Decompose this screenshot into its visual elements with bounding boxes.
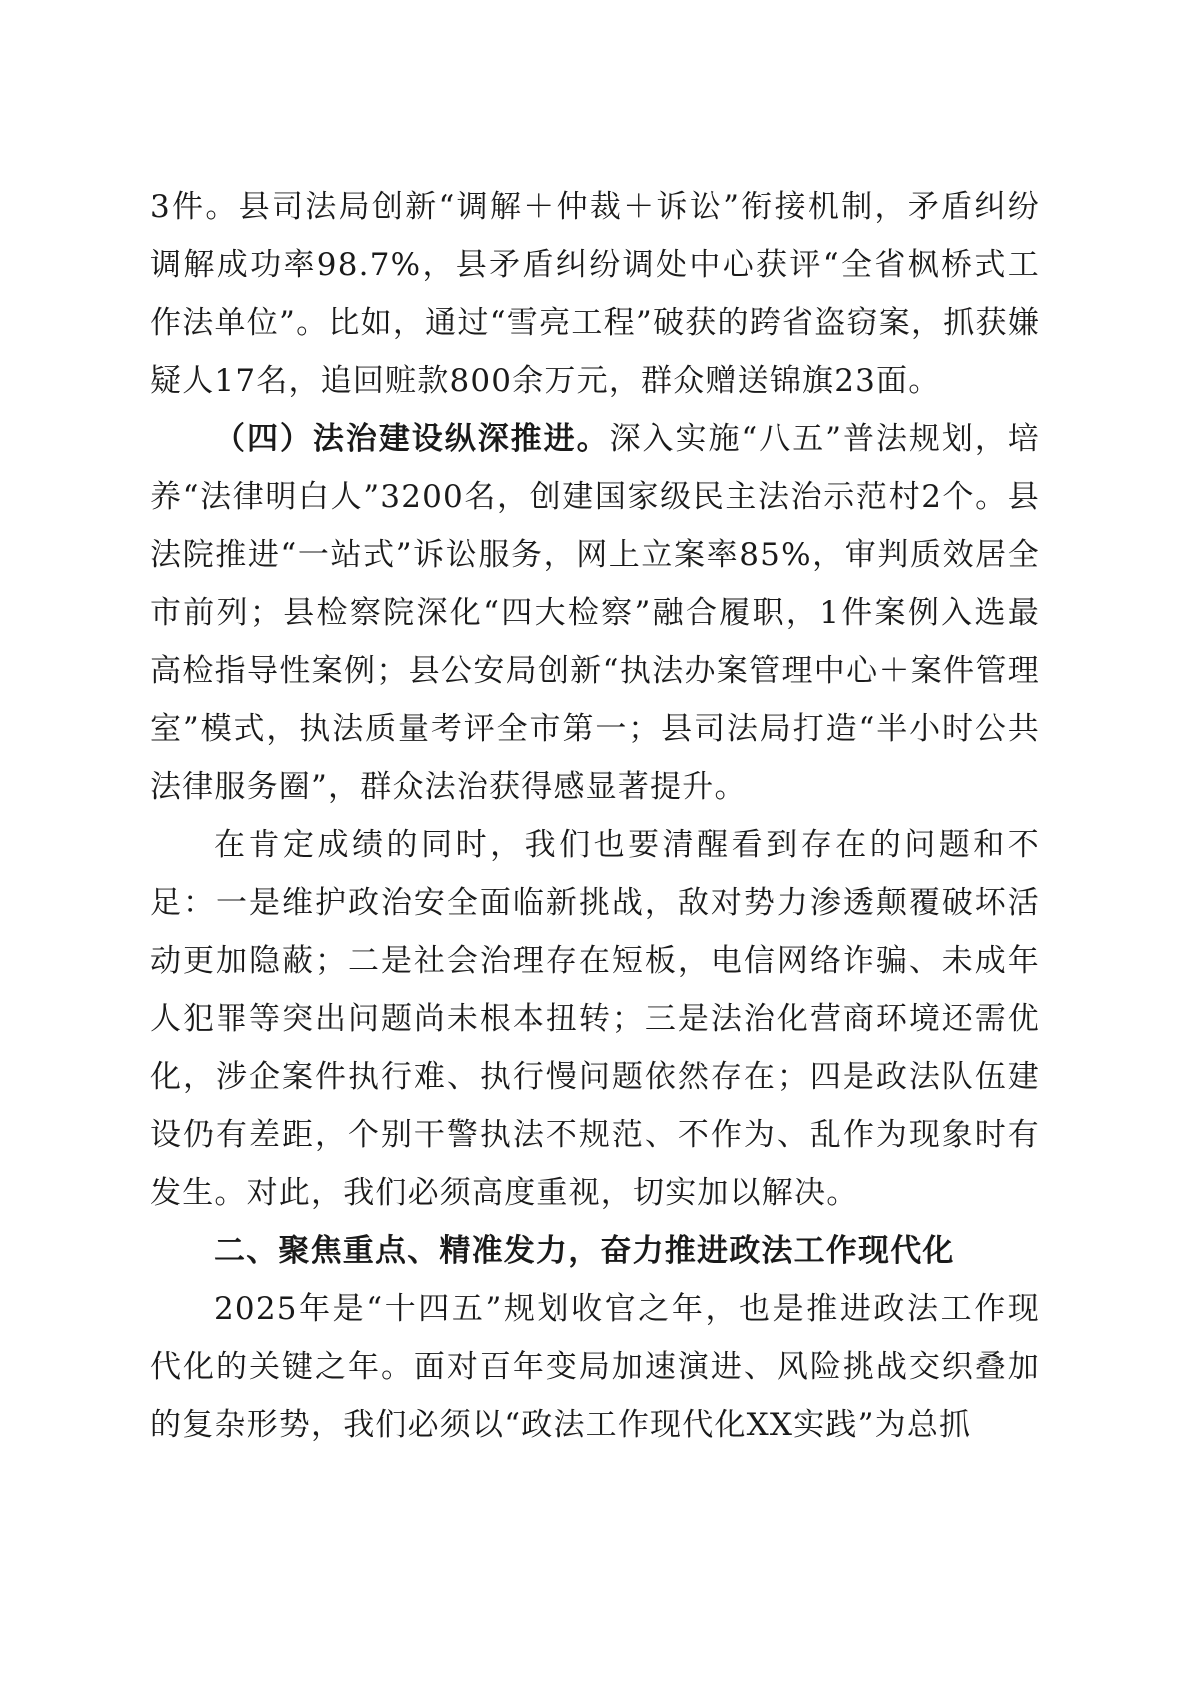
paragraph-rule-of-law — [150, 410, 1040, 816]
paragraph-mediation-results: 3件。县司法局创新“调解＋仲裁＋诉讼”衔接机制，矛盾纠纷调解成功率98.7%，县矛盾纠纷调处中心获评“全省枫桥式工作法单位”。比如，通过“雪亮工程”破获的跨省盗窃案，抓获嫌疑人17名，追回赃款800余万元，群众赠送锦旗23面。 — [150, 189, 1040, 399]
paragraph-rule-of-law-body: 深入实施“八五”普法规划，培养“法律明白人”3200名，创建国家级民主法治示范村2个。县法院推进“一站式”诉讼服务，网上立案率85%，审判质效居全市前列；县检察院深化“四大检察”融合履职，1件案例入选最高检指导性案例；县公安局创新“执法办案管理中心＋案件管理室”模式，执法质量考评全市第一；县司法局打造“半小时公共法律服务圈”，群众法治获得感显著提升。 — [150, 421, 1041, 805]
paragraph-problems: 在肯定成绩的同时，我们也要清醒看到存在的问题和不足：一是维护政治安全面临新挑战，敌对势力渗透颠覆破坏活动更加隐蔽；二是社会治理存在短板，电信网络诈骗、未成年人犯罪等突出问题尚未根本扭转；三是法治化营商环境还需优化，涉企案件执行难、执行慢问题依然存在；四是政法队伍建设仍有差距，个别干警执法不规范、不作为、乱作为现象时有发生。对此，我们必须高度重视，切实加以解决。 — [150, 827, 1040, 1211]
paragraph-2025-outlook: 2025年是“十四五”规划收官之年，也是推进政法工作现代化的关键之年。面对百年变局加速演进、风险挑战交织叠加的复杂形势，我们必须以“政法工作现代化XX实践”为总抓 — [150, 1291, 1040, 1443]
section-heading-2: 二、聚焦重点、精准发力，奋力推进政法工作现代化 — [214, 1233, 955, 1269]
subsection-heading-rule-of-law: （四）法治建设纵深推进。 — [214, 421, 610, 457]
document-page — [150, 178, 1040, 1454]
